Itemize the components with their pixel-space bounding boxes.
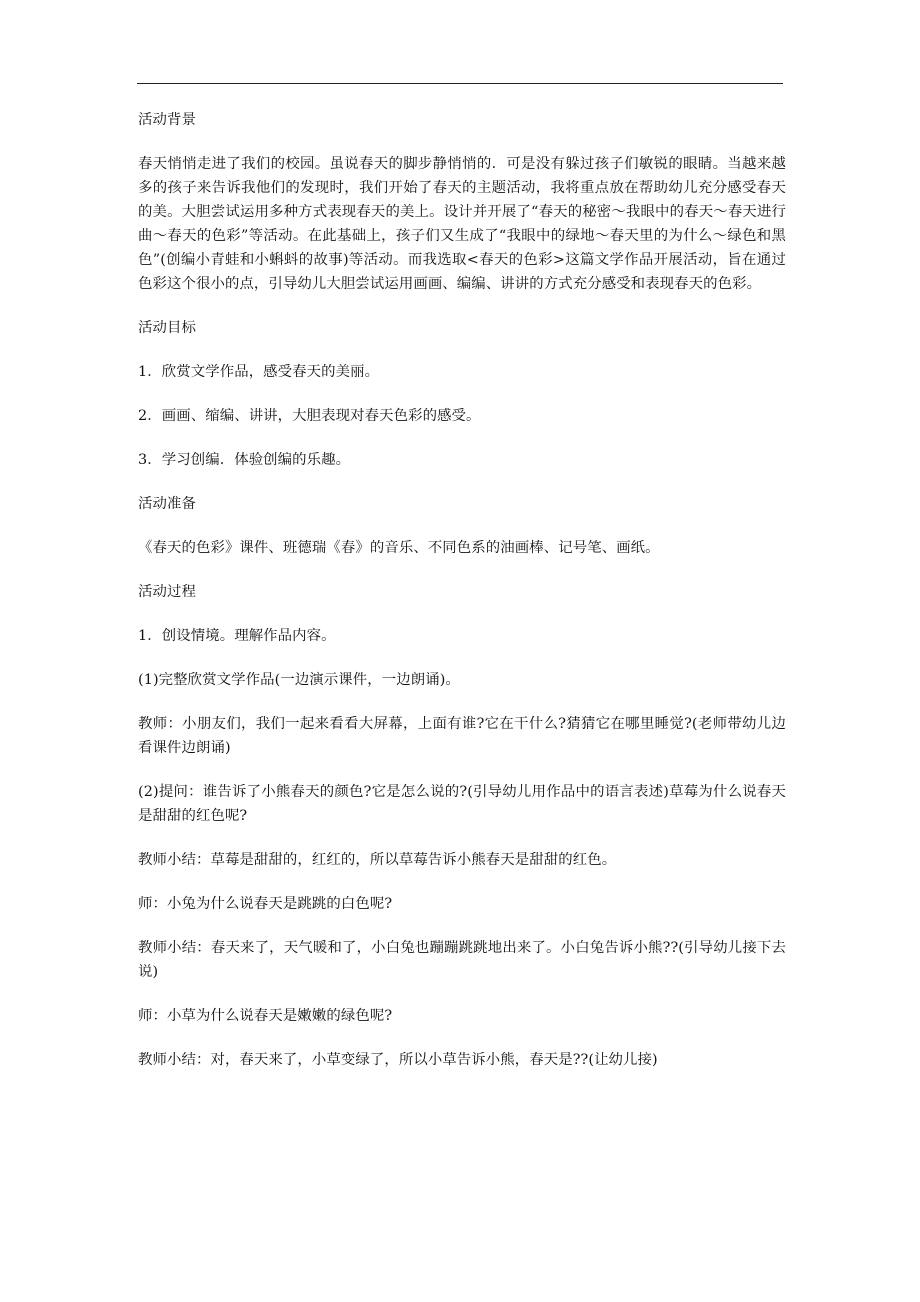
preparation-paragraph: 《春天的色彩》课件、班德瑞《春》的音乐、不同色系的油画棒、记号笔、画纸。 [138,540,660,556]
document-body [138,108,786,1092]
background-paragraph: 春天悄悄走进了我们的校园。虽说春天的脚步静悄悄的．可是没有躲过孩子们敏锐的眼睛。当越来越多的孩子来告诉我他们的发现时，我们开始了春天的主题活动，我将重点放在帮助幼儿充分感受春天的美。大胆尝试运用多种方式表现春天的美上。设计并开展了“春天的秘密～我眼中的春天～春天进行曲～春天的色彩”等活动。在此基础上，孩子们又生成了“我眼中的绿地～春天里的为什么～绿色和黑色”(创编小青蛙和小蝌蚪的故事)等活动。而我选取<春天的色彩>这篇文学作品开展活动，旨在通过色彩这个很小的点，引导幼儿大胆尝试运用画画、编编、讲讲的方式充分感受和表现春天的色彩。 [138,156,786,292]
goal-item-3: 3．学习创编．体验创编的乐趣。 [138,452,351,468]
teacher-dialogue: 教师：小朋友们，我们一起来看看大屏幕，上面有谁?它在干什么?猜猜它在哪里睡觉?(老师带幼儿边看课件边朗诵) [138,716,786,756]
header-rule [137,83,783,84]
goal-item-1: 1．欣赏文学作品，感受春天的美丽。 [138,364,380,380]
teacher-summary-strawberry: 教师小结：草莓是甜甜的，红红的，所以草莓告诉小熊春天是甜甜的红色。 [138,852,617,868]
goal-item-2: 2．画画、缩编、讲讲，大胆表现对春天色彩的感受。 [138,408,481,424]
section-heading-background: 活动背景 [138,112,196,128]
process-substep-1: (1)完整欣赏文学作品(一边演示课件，一边朗诵)。 [138,672,460,688]
section-heading-preparation: 活动准备 [138,496,196,512]
teacher-summary-grass: 教师小结：对，春天来了，小草变绿了，所以小草告诉小熊，春天是??(让幼儿接) [138,1052,658,1068]
teacher-question-grass: 师：小草为什么说春天是嫩嫩的绿色呢? [138,1008,393,1024]
teacher-question-rabbit: 师：小兔为什么说春天是跳跳的白色呢? [138,896,393,912]
section-heading-process: 活动过程 [138,584,196,600]
process-substep-2: (2)提问：谁告诉了小熊春天的颜色?它是怎么说的?(引导幼儿用作品中的语言表述)草莓为什么说春天是甜甜的红色呢? [138,784,786,824]
section-heading-goals: 活动目标 [138,320,196,336]
process-step-1: 1．创设情境。理解作品内容。 [138,628,336,644]
teacher-summary-rabbit: 教师小结：春天来了，天气暖和了，小白兔也蹦蹦跳跳地出来了。小白兔告诉小熊??(引导幼儿接下去说) [138,940,786,980]
